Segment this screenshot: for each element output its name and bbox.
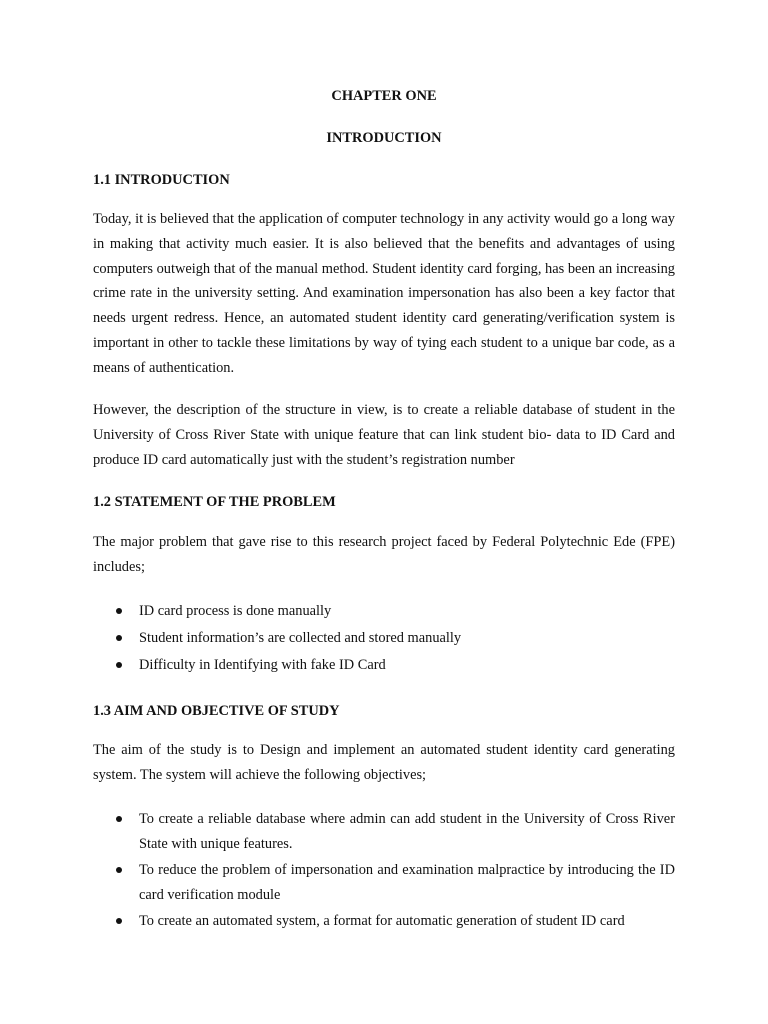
chapter-number-heading: CHAPTER ONE xyxy=(331,88,437,104)
list-item xyxy=(93,858,675,908)
introduction-paragraph-1: Today, it is believed that the application of computer technology in any activity would go a long way in making that activity much easier. It is also believed that the benefits and advantages of using computers outweigh that of the manual method. Student identity card forging, has been an increasing crime rate in the university setting. And examination impersonation has also been a key factor that needs urgent redress. Hence, an automated student identity card generating/verification system is important in other to tackle these limitations by way of tying each student to a unique bar code, as a means of authentication. xyxy=(93,211,675,376)
objective-bullet-list xyxy=(93,807,675,934)
list-item xyxy=(93,909,675,934)
list-item-text: To create a reliable database where admin can add student in the University of Cross River State with unique features. xyxy=(139,811,675,852)
list-item-text: ID card process is done manually xyxy=(139,603,332,619)
problem-bullet-list xyxy=(93,599,675,678)
bullet-icon xyxy=(116,635,122,641)
section-1-2-heading: 1.2 STATEMENT OF THE PROBLEM xyxy=(93,494,336,510)
aim-intro-paragraph: The aim of the study is to Design and implement an automated student identity card generating system. The system will achieve the following objectives; xyxy=(93,742,675,783)
bullet-icon xyxy=(116,867,122,873)
list-item-text: To create an automated system, a format for automatic generation of student ID card xyxy=(139,913,625,929)
chapter-title-heading: INTRODUCTION xyxy=(326,130,442,146)
bullet-icon xyxy=(116,918,122,924)
list-item xyxy=(93,626,675,651)
bullet-icon xyxy=(116,608,122,614)
list-item-text: Student information’s are collected and stored manually xyxy=(139,630,462,646)
list-item-text: To reduce the problem of impersonation and examination malpractice by introducing the ID card verification module xyxy=(139,862,675,903)
section-1-3-heading: 1.3 AIM AND OBJECTIVE OF STUDY xyxy=(93,703,340,719)
introduction-paragraph-2: However, the description of the structure in view, is to create a reliable database of student in the University of Cross River State with unique feature that can link student bio- data to ID Card and produce ID card automatically just with the student’s registration number xyxy=(93,402,675,468)
problem-statement-intro: The major problem that gave rise to this research project faced by Federal Polytechnic Ede (FPE) includes; xyxy=(93,534,675,575)
section-1-1-heading: 1.1 INTRODUCTION xyxy=(93,172,230,188)
list-item-text: Difficulty in Identifying with fake ID Card xyxy=(139,657,386,673)
bullet-icon xyxy=(116,662,122,668)
list-item xyxy=(93,653,675,678)
list-item xyxy=(93,807,675,857)
list-item xyxy=(93,599,675,624)
bullet-icon xyxy=(116,816,122,822)
